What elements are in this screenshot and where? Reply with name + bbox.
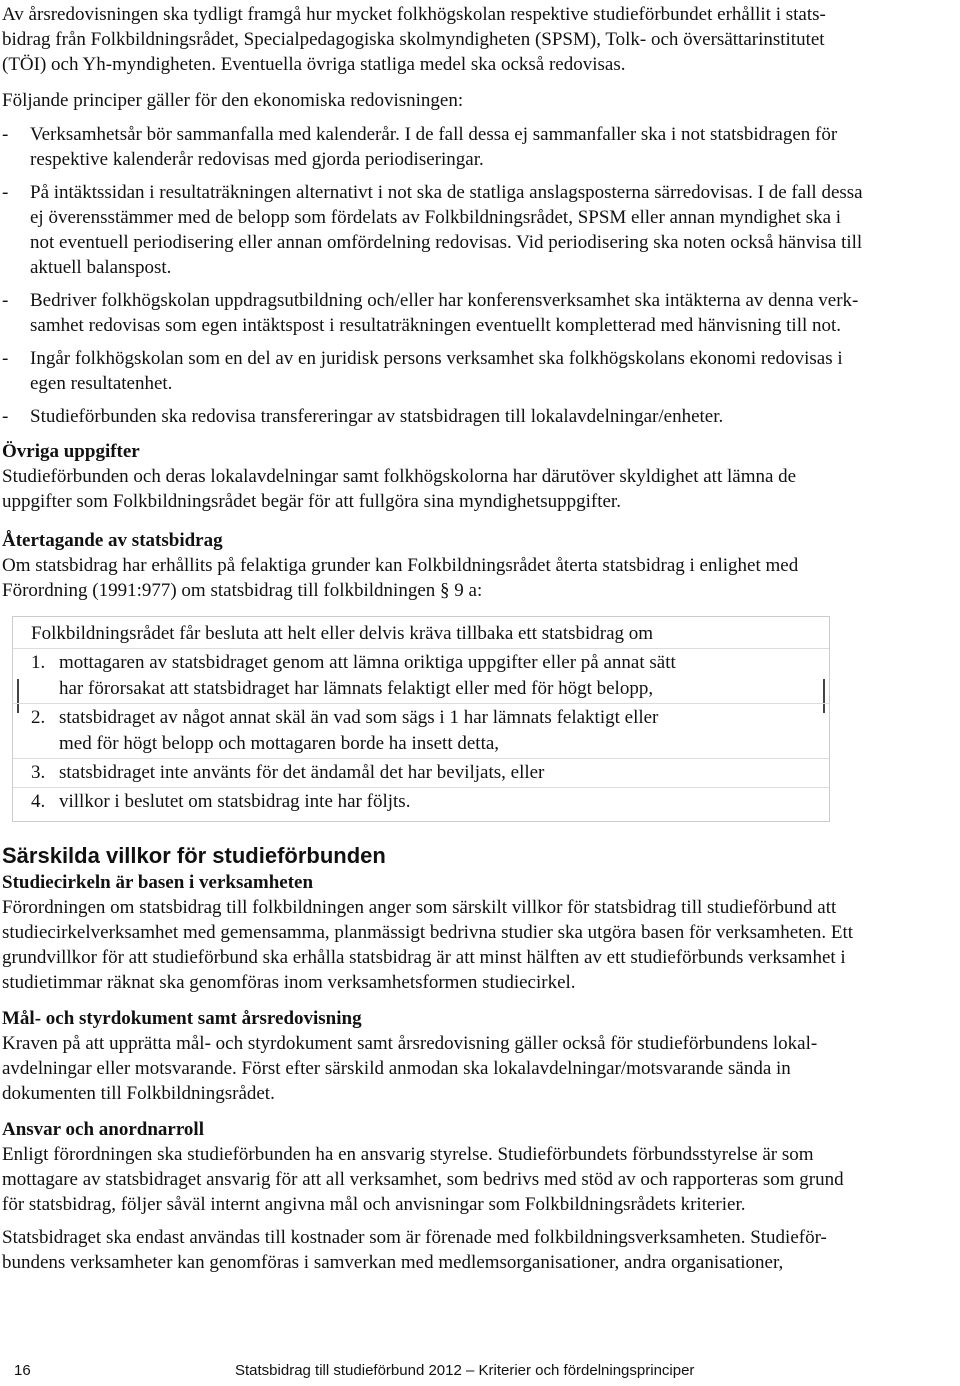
page-number: 16 (14, 1362, 31, 1379)
paragraph-line: Förordningen om statsbidrag till folkbildningen anger som särskilt villkor för statsbidrag till studieförbund att (2, 897, 837, 918)
subsection-heading: Ansvar och anordnarroll (2, 1119, 204, 1140)
quote-lead: Folkbildningsrådet får besluta att helt eller delvis kräva tillbaka ett statsbidrag om (31, 623, 654, 644)
principle-line: not eventuell periodisering eller annan omfördelning redovisas. Vid periodisering ska noten också hänvisa till (30, 232, 863, 253)
footer-title: Statsbidrag till studieförbund 2012 – Kriterier och fördelningsprinciper (235, 1362, 695, 1379)
paragraph-line: dokumenten till Folkbildningsrådet. (2, 1083, 275, 1104)
quote-item-line: villkor i beslutet om statsbidrag inte har följts. (59, 791, 411, 812)
principle-line: På intäktssidan i resultaträkningen alternativt i not ska de statliga anslagsposterna särredovisas. I de fall dessa (30, 182, 863, 203)
principles-list (2, 122, 954, 429)
paragraph-line: Enligt förordningen ska studieförbunden ha en ansvarig styrelse. Studieförbundets förbundsstyrelse är som (2, 1144, 814, 1165)
paragraph-line: mottagare av statsbidraget ansvarig för att all verksamhet, som bedrivs med stöd av och rapporteras som grund (2, 1169, 844, 1190)
quote-bar-left (17, 679, 19, 713)
atertagande-section (2, 528, 954, 603)
quote-item-number: 1. (31, 652, 46, 673)
sarskilda-section (2, 842, 954, 1275)
quote-item-number: 4. (31, 791, 46, 812)
principle-line: Verksamhetsår bör sammanfalla med kalenderår. I de fall dessa ej sammanfaller ska i not statsbidragen för (30, 124, 838, 145)
principle-item (2, 180, 954, 280)
ovriga-section (2, 439, 954, 514)
principle-line: Studieförbunden ska redovisa transfereringar av statsbidragen till lokalavdelningar/enheter. (30, 406, 724, 427)
intro-line: (TÖI) och Yh-myndigheten. Eventuella övriga statliga medel ska också redovisas. (2, 54, 626, 75)
principle-item (2, 288, 954, 338)
paragraph-line: för statsbidrag, följer såväl internt angivna mål och anvisningar som Folkbildningsrådets kriterier. (2, 1194, 746, 1215)
paragraph-line: Studieförbunden och deras lokalavdelningar samt folkhögskolorna har därutöver skyldighet att lämna de (2, 466, 797, 487)
section-heading: Övriga uppgifter (2, 441, 140, 462)
chapter-heading: Särskilda villkor för studieförbunden (2, 843, 386, 868)
intro-line: bidrag från Folkbildningsrådet, Specialpedagogiska skolmyndigheten (SPSM), Tolk- och översättarinstitutet (2, 29, 825, 50)
paragraph-line: avdelningar eller motsvarande. Först efter särskild anmodan ska lokalavdelningar/motsvarande sända in (2, 1058, 791, 1079)
paragraph-line: bundens verksamheter kan genomföras i samverkan med medlemsorganisationer, andra organisationer, (2, 1252, 784, 1273)
quote-divider (13, 703, 829, 704)
intro-section (2, 2, 954, 113)
paragraph-line: Statsbidraget ska endast användas till kostnader som är förenade med folkbildningsverksamheten. Studieför- (2, 1227, 827, 1248)
quote-divider (13, 758, 829, 759)
paragraph-line: Förordning (1991:977) om statsbidrag till folkbildningen § 9 a: (2, 580, 483, 601)
quote-divider (13, 648, 829, 649)
principle-line: samhet redovisas som egen intäktspost i resultaträkningen eventuellt kompletterad med hänvisning till not. (30, 315, 842, 336)
principle-line: respektive kalenderår redovisas med gjorda periodiseringar. (30, 149, 484, 170)
paragraph-line: studiecirkelverksamhet med gemensamma, planmässigt bedrivna studier ska utgöra basen för verksamheten. Ett (2, 922, 854, 943)
paragraph-line: Om statsbidrag har erhållits på felaktiga grunder kan Folkbildningsrådet återta statsbidrag i enlighet med (2, 555, 799, 576)
subsection-heading: Studiecirkeln är basen i verksamheten (2, 872, 314, 893)
quote-item-line: statsbidraget av något annat skäl än vad som sägs i 1 har lämnats felaktigt eller (59, 707, 659, 728)
paragraph-line: uppgifter som Folkbildningsrådet begär för att fullgöra sina myndighetsuppgifter. (2, 491, 621, 512)
principles-lead: Följande principer gäller för den ekonomiska redovisningen: (2, 90, 464, 111)
principle-line: aktuell balanspost. (30, 257, 172, 278)
dash-bullet: - (2, 182, 9, 203)
principle-item (2, 122, 954, 172)
principle-item (2, 404, 954, 429)
quote-item-line: har förorsakat att statsbidraget har lämnats felaktigt eller med för högt belopp, (59, 678, 654, 699)
subsection-heading: Mål- och styrdokument samt årsredovisning (2, 1008, 362, 1029)
dash-bullet: - (2, 124, 9, 145)
law-quote-box (12, 616, 830, 822)
paragraph-line: studietimmar räknat ska genomföras inom verksamhetsformen studiecirkel. (2, 972, 576, 993)
principle-line: Bedriver folkhögskolan uppdragsutbildning och/eller har konferensverksamhet ska intäkterna av denna verk- (30, 290, 859, 311)
quote-bar-right (823, 679, 825, 713)
quote-item-number: 2. (31, 707, 46, 728)
paragraph-line: grundvillkor för att studieförbund ska erhålla statsbidrag är att minst hälften av ett studieförbunds verksamhet i (2, 947, 846, 968)
quote-divider (13, 787, 829, 788)
principle-item (2, 346, 954, 396)
dash-bullet: - (2, 406, 9, 427)
intro-line: Av årsredovisningen ska tydligt framgå hur mycket folkhögskolan respektive studieförbundet erhållit i stats- (2, 4, 826, 25)
dash-bullet: - (2, 348, 9, 369)
quote-item-number: 3. (31, 762, 46, 783)
section-heading: Återtagande av statsbidrag (2, 530, 223, 551)
quote-item-line: mottagaren av statsbidraget genom att lämna oriktiga uppgifter eller på annat sätt (59, 652, 676, 673)
quote-item-line: med för högt belopp och mottagaren borde ha insett detta, (59, 733, 500, 754)
paragraph-line: Kraven på att upprätta mål- och styrdokument samt årsredovisning gäller också för studieförbundens lokal- (2, 1033, 818, 1054)
principle-line: ej överensstämmer med de belopp som fördelats av Folkbildningsrådet, SPSM eller annan myndighet ska i (30, 207, 842, 228)
principle-line: egen resultatenhet. (30, 373, 173, 394)
quote-item-line: statsbidraget inte använts för det ändamål det har beviljats, eller (59, 762, 545, 783)
principle-line: Ingår folkhögskolan som en del av en juridisk persons verksamhet ska folkhögskolans ekonomi redovisas i (30, 348, 843, 369)
dash-bullet: - (2, 290, 9, 311)
